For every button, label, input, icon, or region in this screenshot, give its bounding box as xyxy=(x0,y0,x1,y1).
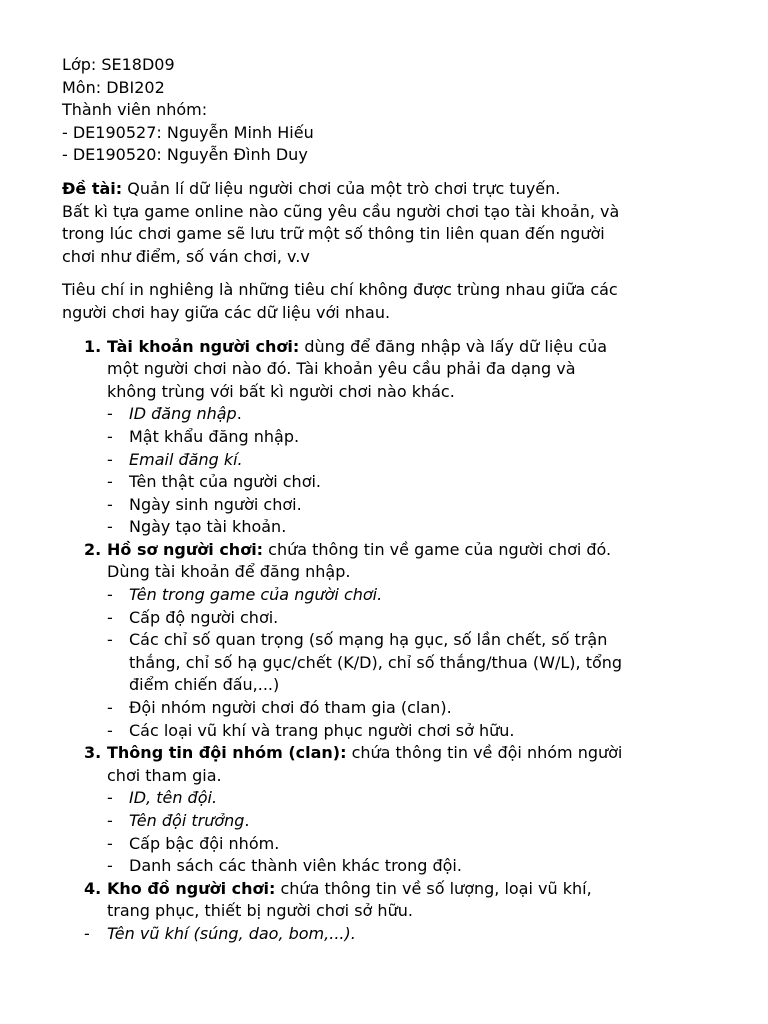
list-item: - Ngày sinh người chơi. xyxy=(107,494,302,514)
section-number: 2. xyxy=(84,539,102,559)
section-number: 4. xyxy=(84,878,102,898)
section-number: 3. xyxy=(84,743,102,763)
section-intro-cont: Dùng tài khoản để đăng nhập. xyxy=(107,562,351,582)
list-item: - Tên trong game của người chơi. xyxy=(107,585,383,605)
section-4 xyxy=(62,878,728,946)
section-2 xyxy=(62,539,728,742)
list-item: - Cấp độ người chơi. xyxy=(107,607,279,627)
list-item: - Đội nhóm người chơi đó tham gia (clan). xyxy=(107,698,452,718)
topic-desc-1: Bất kì tựa game online nào cũng yêu cầu người chơi tạo tài khoản, và xyxy=(62,201,620,221)
section-intro-cont: trang phục, thiết bị người chơi sở hữu. xyxy=(107,901,413,921)
list-item: - Email đăng kí. xyxy=(107,449,243,469)
criteria-block xyxy=(62,279,728,324)
section-title: Thông tin đội nhóm (clan): xyxy=(107,743,347,763)
class-line: Lớp: SE18D09 xyxy=(62,55,175,74)
section-intro: chứa thông tin về game của người chơi đó. xyxy=(263,539,612,559)
list-item: - ID, tên đội. xyxy=(107,788,218,808)
section-3 xyxy=(62,742,728,878)
list-item: - Các loại vũ khí và trang phục người chơi sở hữu. xyxy=(107,720,515,740)
list-item: - Các chỉ số quan trọng (số mạng hạ gục, số lần chết, số trận xyxy=(107,630,608,650)
section-title: Hồ sơ người chơi: xyxy=(107,539,264,559)
member-1: - DE190527: Nguyễn Minh Hiếu xyxy=(62,122,314,142)
section-title: Tài khoản người chơi: xyxy=(107,336,300,356)
list-item: - Danh sách các thành viên khác trong đội. xyxy=(107,856,462,876)
section-title: Kho đồ người chơi: xyxy=(107,878,276,898)
list-item: - Cấp bậc đội nhóm. xyxy=(107,833,280,853)
members-heading: Thành viên nhóm: xyxy=(62,100,208,120)
topic-block xyxy=(62,178,728,268)
list-item: - ID đăng nhập. xyxy=(107,404,242,424)
list-item-cont: điểm chiến đấu,...) xyxy=(129,675,280,695)
section-intro-cont: không trùng với bất kì người chơi nào khác. xyxy=(107,381,455,401)
list-item: - Tên thật của người chơi. xyxy=(107,472,322,492)
subject-line: Môn: DBI202 xyxy=(62,77,165,97)
list-item: - Ngày tạo tài khoản. xyxy=(107,517,287,537)
topic-label: Đề tài: xyxy=(62,178,123,198)
list-item-cont: thắng, chỉ số hạ gục/chết (K/D), chỉ số thắng/thua (W/L), tổng xyxy=(129,652,623,672)
criteria-2: người chơi hay giữa các dữ liệu với nhau. xyxy=(62,302,391,322)
section-intro: dùng để đăng nhập và lấy dữ liệu của xyxy=(299,336,608,356)
list-item: - Tên đội trưởng. xyxy=(107,811,250,830)
header-block xyxy=(62,54,728,167)
section-intro-cont: một người chơi nào đó. Tài khoản yêu cầu phải đa dạng và xyxy=(107,359,576,379)
section-number: 1. xyxy=(84,336,102,356)
topic-desc-2: trong lúc chơi game sẽ lưu trữ một số thông tin liên quan đến người xyxy=(62,224,605,244)
criteria-1: Tiêu chí in nghiêng là những tiêu chí không được trùng nhau giữa các xyxy=(62,280,618,300)
section-intro: chứa thông tin về đội nhóm người xyxy=(346,743,623,763)
section-intro: chứa thông tin về số lượng, loại vũ khí, xyxy=(275,878,592,898)
topic-desc-3: chơi như điểm, số ván chơi, v.v xyxy=(62,246,310,266)
section-intro-cont: chơi tham gia. xyxy=(107,765,222,785)
topic-title: Quản lí dữ liệu người chơi của một trò chơi trực tuyến. xyxy=(122,178,561,198)
list-item: - Mật khẩu đăng nhập. xyxy=(107,426,300,446)
member-2: - DE190520: Nguyễn Đình Duy xyxy=(62,145,308,165)
list-item: - Tên vũ khí (súng, dao, bom,...). xyxy=(84,923,356,943)
section-1 xyxy=(62,336,728,539)
